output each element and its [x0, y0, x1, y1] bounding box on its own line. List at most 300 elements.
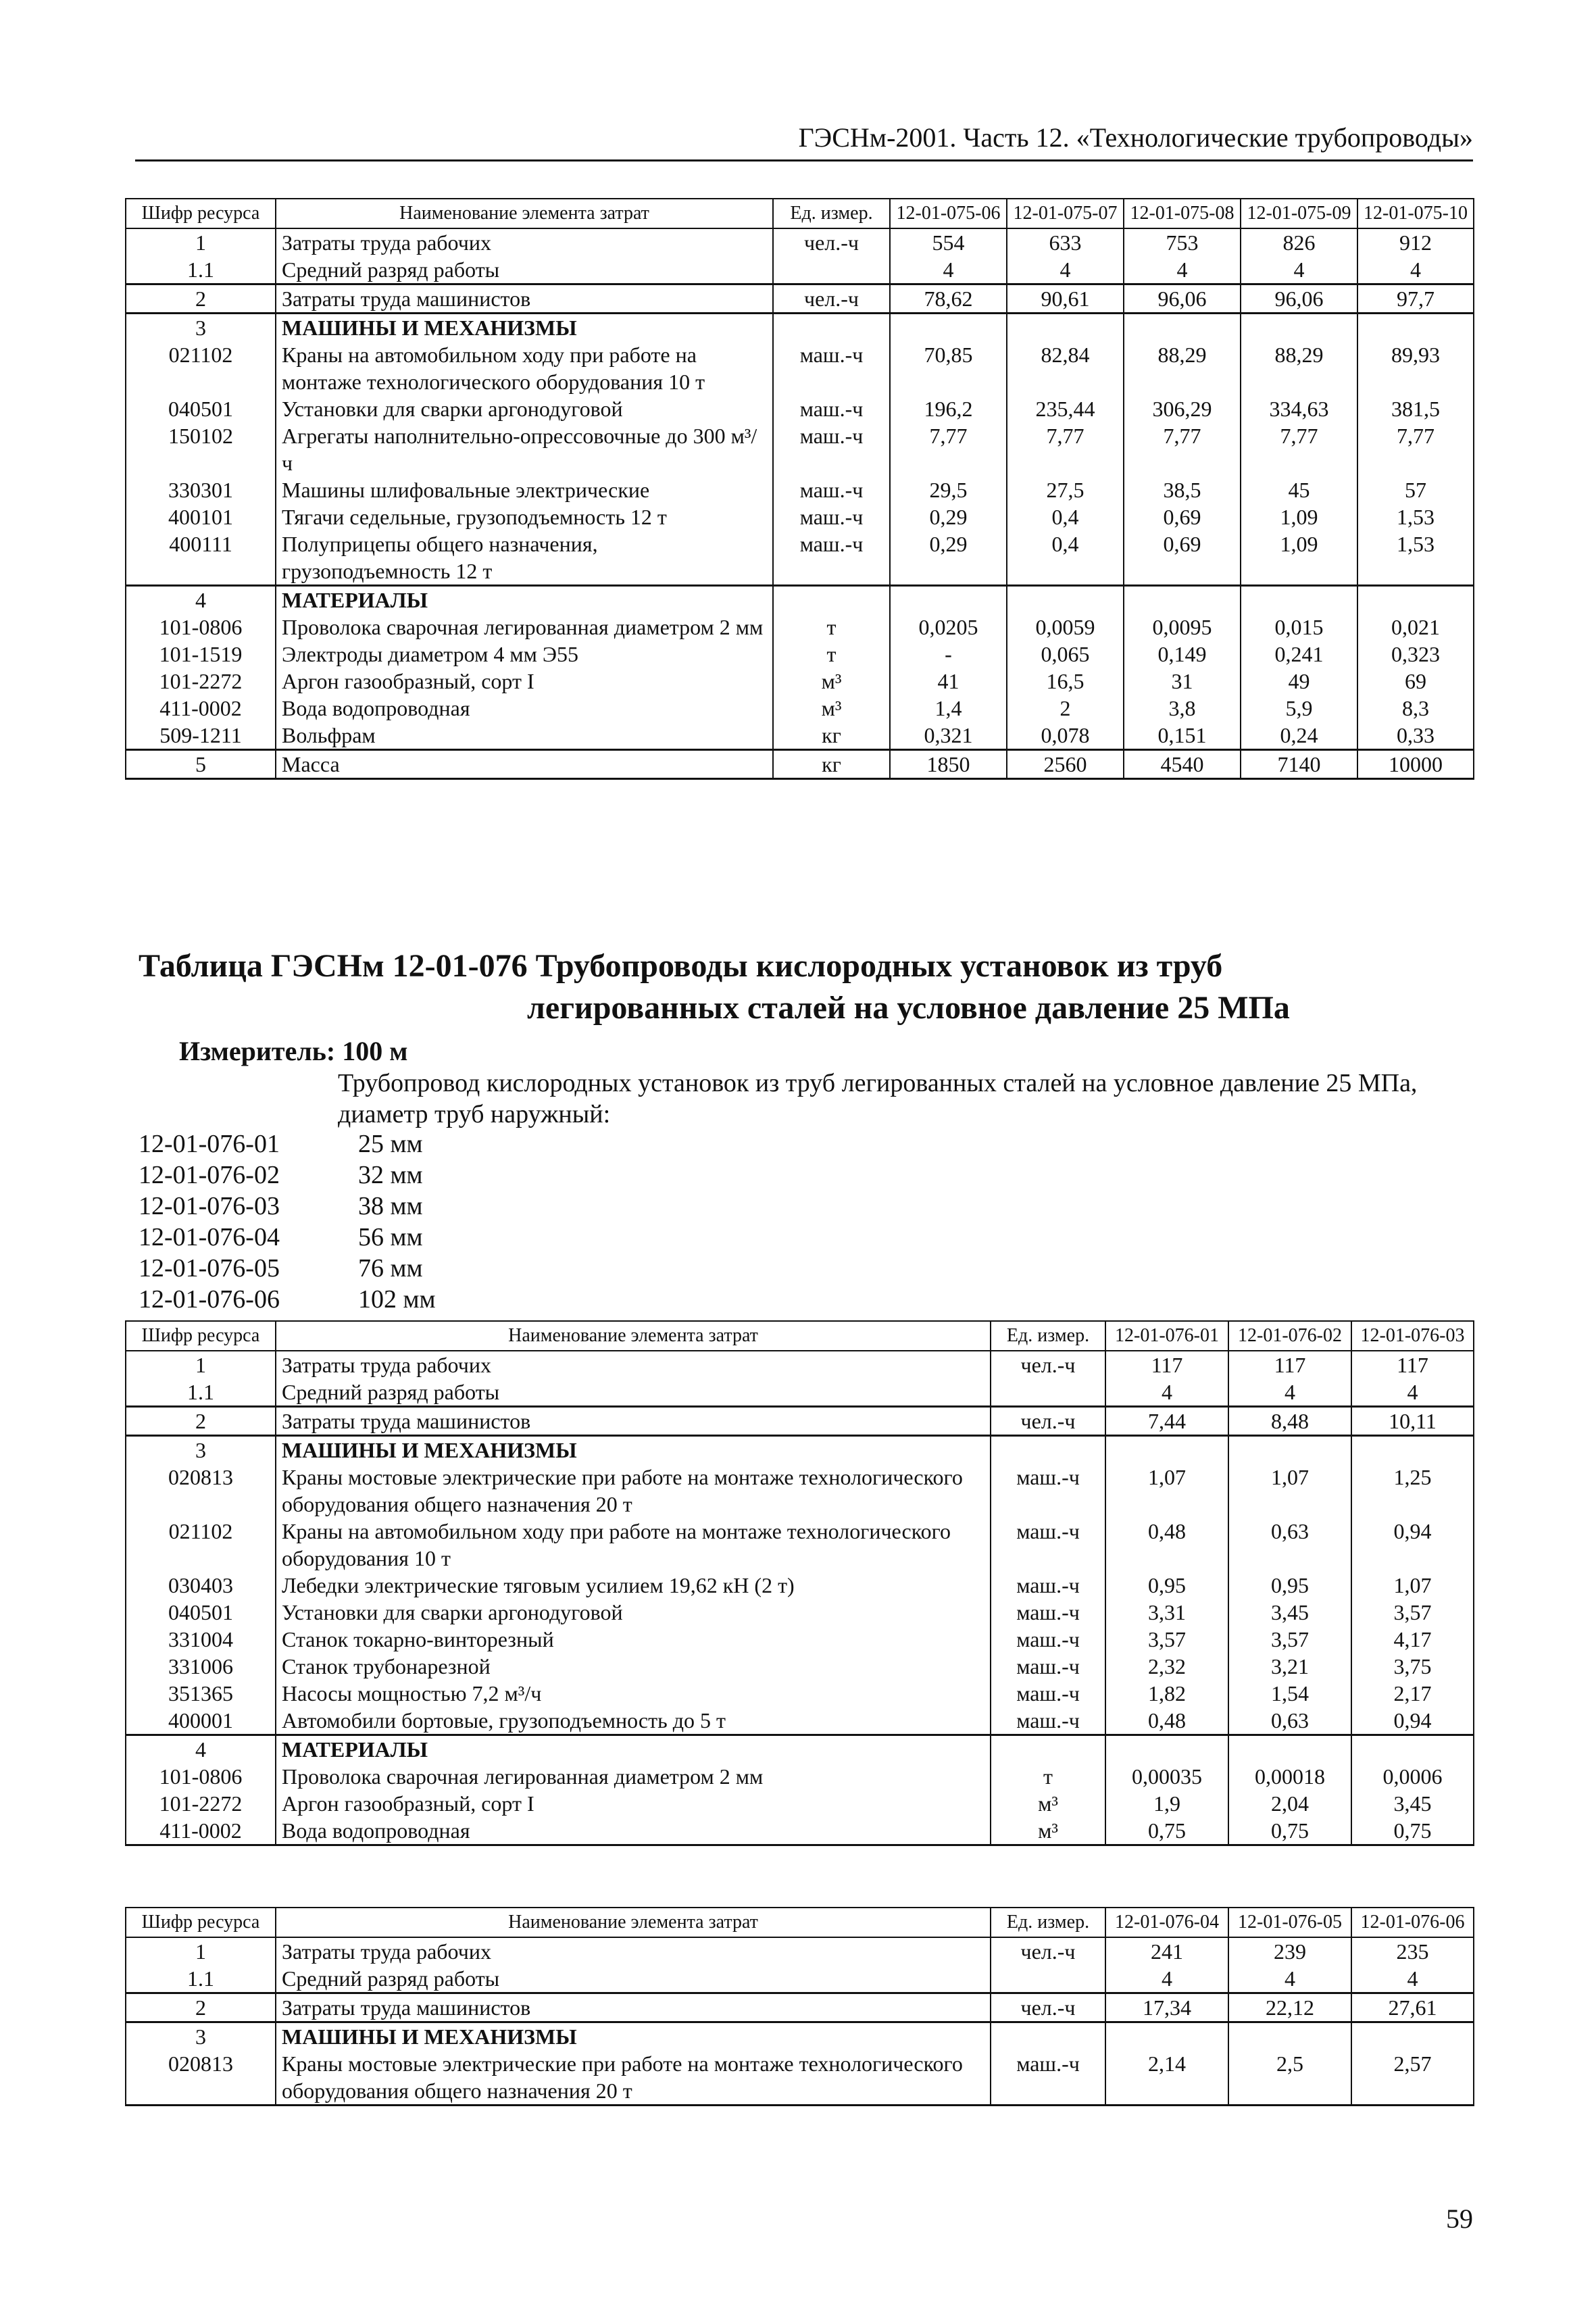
- value-cell: 1,09: [1241, 530, 1357, 586]
- table-title-line-2: легированных сталей на условное давление 25 МПа: [527, 990, 1290, 1026]
- pipe-diameter: 32 мм: [358, 1161, 423, 1189]
- cost-element-cell: Станок трубонарезной: [276, 1653, 991, 1680]
- value-cell: 0,323: [1357, 641, 1474, 668]
- unit-cell: чел.-ч: [991, 1937, 1105, 1965]
- unit-cell: кг: [773, 750, 890, 779]
- resource-code-cell: 5: [126, 750, 276, 779]
- table-row: [126, 641, 1474, 668]
- cost-table-076-01-03: [125, 1320, 1474, 1846]
- column-header-norm: 12-01-075-10: [1357, 199, 1474, 228]
- table-row: [126, 530, 1474, 586]
- cost-element-cell: Агрегаты наполнительно-опрессовочные до 300 м³/ч: [276, 422, 773, 476]
- cost-element-cell: Автомобили бортовые, грузоподъемность до 5 т: [276, 1707, 991, 1735]
- value-cell: 4: [1357, 256, 1474, 284]
- value-cell: 4540: [1124, 750, 1241, 779]
- code-list-item: [139, 1160, 436, 1191]
- value-cell: 381,5: [1357, 395, 1474, 422]
- value-cell: 4: [890, 256, 1007, 284]
- resource-code-cell: 509-1211: [126, 722, 276, 750]
- column-header-unit: Ед. измер.: [991, 1321, 1105, 1351]
- value-cell: 239: [1228, 1937, 1351, 1965]
- value-cell: 1850: [890, 750, 1007, 779]
- resource-code-cell: 101-2272: [126, 1790, 276, 1817]
- value-cell: 89,93: [1357, 341, 1474, 395]
- cost-table-076-04-06: [125, 1907, 1474, 2106]
- unit-cell: [991, 1735, 1105, 1764]
- table-row: [126, 1378, 1474, 1407]
- value-cell: 4: [1228, 1965, 1351, 1993]
- column-header-norm: 12-01-075-08: [1124, 199, 1241, 228]
- resource-code-cell: 020813: [126, 1464, 276, 1518]
- table-row: [126, 1735, 1474, 1764]
- cost-element-cell: Электроды диаметром 4 мм Э55: [276, 641, 773, 668]
- unit-cell: м³: [991, 1790, 1105, 1817]
- value-cell: 3,57: [1105, 1626, 1228, 1653]
- value-cell: 7,77: [890, 422, 1007, 476]
- cost-element-cell: Машины шлифовальные электрические: [276, 476, 773, 503]
- value-cell: 0,015: [1241, 614, 1357, 641]
- resource-code-cell: 1: [126, 1937, 276, 1965]
- table-row: [126, 2050, 1474, 2106]
- value-cell: 0,69: [1124, 503, 1241, 530]
- unit-cell: [773, 314, 890, 342]
- value-cell: 753: [1124, 228, 1241, 256]
- cost-element-cell: МАШИНЫ И МЕХАНИЗМЫ: [276, 2022, 991, 2051]
- code-list-item: [139, 1222, 436, 1253]
- value-cell: 1,09: [1241, 503, 1357, 530]
- unit-cell: т: [773, 614, 890, 641]
- cost-element-cell: МАШИНЫ И МЕХАНИЗМЫ: [276, 314, 773, 342]
- table-row: [126, 228, 1474, 256]
- value-cell: 0,75: [1105, 1817, 1228, 1845]
- unit-cell: маш.-ч: [773, 341, 890, 395]
- value-cell: 3,8: [1124, 695, 1241, 722]
- value-cell: [1228, 1436, 1351, 1464]
- value-cell: 2,14: [1105, 2050, 1228, 2106]
- value-cell: 2,04: [1228, 1790, 1351, 1817]
- value-cell: 2,5: [1228, 2050, 1351, 2106]
- code-list-item: [139, 1284, 436, 1315]
- value-cell: 554: [890, 228, 1007, 256]
- table-row: [126, 722, 1474, 750]
- value-cell: 38,5: [1124, 476, 1241, 503]
- cost-element-cell: Масса: [276, 750, 773, 779]
- pipe-diameter: 56 мм: [358, 1223, 423, 1251]
- table-row: [126, 1518, 1474, 1572]
- cost-element-cell: Затраты труда машинистов: [276, 1407, 991, 1436]
- value-cell: 0,33: [1357, 722, 1474, 750]
- table-row: [126, 284, 1474, 314]
- resource-code-cell: 040501: [126, 395, 276, 422]
- unit-cell: м³: [773, 668, 890, 695]
- value-cell: 78,62: [890, 284, 1007, 314]
- column-header-name: Наименование элемента затрат: [276, 1908, 991, 1937]
- value-cell: 82,84: [1007, 341, 1124, 395]
- value-cell: 0,00018: [1228, 1763, 1351, 1790]
- value-cell: 1,07: [1351, 1572, 1474, 1599]
- cost-element-cell: Краны на автомобильном ходу при работе на монтаже технологического оборудования 10 т: [276, 1518, 991, 1572]
- value-cell: 3,45: [1351, 1790, 1474, 1817]
- norm-code: 12-01-076-01: [139, 1130, 280, 1158]
- code-list-item: [139, 1191, 436, 1222]
- value-cell: [1105, 1436, 1228, 1464]
- unit-cell: маш.-ч: [991, 1626, 1105, 1653]
- value-cell: [1228, 1735, 1351, 1764]
- unit-cell: маш.-ч: [991, 1464, 1105, 1518]
- value-cell: 0,63: [1228, 1707, 1351, 1735]
- value-cell: 306,29: [1124, 395, 1241, 422]
- value-cell: 4: [1105, 1378, 1228, 1407]
- resource-code-cell: 4: [126, 586, 276, 614]
- value-cell: 4: [1124, 256, 1241, 284]
- value-cell: 1,82: [1105, 1680, 1228, 1707]
- table-row: [126, 1965, 1474, 1993]
- resource-code-cell: 021102: [126, 341, 276, 395]
- value-cell: 3,57: [1351, 1599, 1474, 1626]
- cost-element-cell: Вода водопроводная: [276, 1817, 991, 1845]
- value-cell: 0,0059: [1007, 614, 1124, 641]
- unit-cell: чел.-ч: [991, 1993, 1105, 2022]
- resource-code-cell: 030403: [126, 1572, 276, 1599]
- resource-code-cell: 101-0806: [126, 1763, 276, 1790]
- unit-cell: [773, 586, 890, 614]
- value-cell: 7140: [1241, 750, 1357, 779]
- table-row: [126, 1464, 1474, 1518]
- value-cell: 0,149: [1124, 641, 1241, 668]
- resource-code-cell: 1: [126, 228, 276, 256]
- value-cell: 96,06: [1241, 284, 1357, 314]
- table-row: [126, 1993, 1474, 2022]
- value-cell: 0,021: [1357, 614, 1474, 641]
- value-cell: 0,94: [1351, 1707, 1474, 1735]
- table-row: [126, 1407, 1474, 1436]
- column-header-norm: 12-01-076-05: [1228, 1908, 1351, 1937]
- column-header-norm: 12-01-076-02: [1228, 1321, 1351, 1351]
- unit-cell: м³: [991, 1817, 1105, 1845]
- cost-element-cell: Аргон газообразный, сорт I: [276, 668, 773, 695]
- unit-cell: маш.-ч: [773, 476, 890, 503]
- value-cell: 4: [1351, 1965, 1474, 1993]
- value-cell: 196,2: [890, 395, 1007, 422]
- cost-element-cell: Краны на автомобильном ходу при работе на монтаже технологического оборудования 10 т: [276, 341, 773, 395]
- value-cell: 117: [1228, 1351, 1351, 1378]
- value-cell: 0,065: [1007, 641, 1124, 668]
- table-row: [126, 1680, 1474, 1707]
- unit-cell: [773, 256, 890, 284]
- value-cell: 88,29: [1124, 341, 1241, 395]
- column-header-unit: Ед. измер.: [991, 1908, 1105, 1937]
- norm-code: 12-01-076-02: [139, 1161, 280, 1189]
- unit-cell: кг: [773, 722, 890, 750]
- value-cell: 4: [1228, 1378, 1351, 1407]
- header-rule: [135, 159, 1473, 161]
- unit-cell: маш.-ч: [773, 530, 890, 586]
- resource-code-cell: 400101: [126, 503, 276, 530]
- value-cell: 57: [1357, 476, 1474, 503]
- unit-cell: [991, 1965, 1105, 1993]
- column-header-norm: 12-01-076-06: [1351, 1908, 1474, 1937]
- value-cell: [1351, 2022, 1474, 2051]
- table-row: [126, 503, 1474, 530]
- value-cell: 0,75: [1228, 1817, 1351, 1845]
- resource-code-cell: 411-0002: [126, 695, 276, 722]
- value-cell: 0,95: [1228, 1572, 1351, 1599]
- table-header-row: [126, 1908, 1474, 1937]
- value-cell: 0,69: [1124, 530, 1241, 586]
- cost-element-cell: МАТЕРИАЛЫ: [276, 586, 773, 614]
- value-cell: 22,12: [1228, 1993, 1351, 2022]
- table-row: [126, 395, 1474, 422]
- value-cell: 3,31: [1105, 1599, 1228, 1626]
- value-cell: 4: [1105, 1965, 1228, 1993]
- value-cell: [1007, 586, 1124, 614]
- resource-code-cell: 3: [126, 1436, 276, 1464]
- cost-element-cell: Вольфрам: [276, 722, 773, 750]
- page-number: 59: [1446, 2204, 1473, 2234]
- table-row: [126, 2022, 1474, 2051]
- cost-element-cell: Затраты труда машинистов: [276, 284, 773, 314]
- value-cell: 0,48: [1105, 1518, 1228, 1572]
- unit-cell: [991, 1378, 1105, 1407]
- value-cell: 0,29: [890, 503, 1007, 530]
- value-cell: 0,4: [1007, 530, 1124, 586]
- value-cell: 0,95: [1105, 1572, 1228, 1599]
- cost-element-cell: Проволока сварочная легированная диаметром 2 мм: [276, 1763, 991, 1790]
- table-row: [126, 750, 1474, 779]
- value-cell: 0,24: [1241, 722, 1357, 750]
- value-cell: 235: [1351, 1937, 1474, 1965]
- norm-code: 12-01-076-06: [139, 1285, 280, 1314]
- resource-code-cell: 101-2272: [126, 668, 276, 695]
- value-cell: 1,4: [890, 695, 1007, 722]
- column-header-code: Шифр ресурса: [126, 1908, 276, 1937]
- cost-element-cell: Средний разряд работы: [276, 1965, 991, 1993]
- cost-element-cell: Лебедки электрические тяговым усилием 19,62 кН (2 т): [276, 1572, 991, 1599]
- value-cell: 69: [1357, 668, 1474, 695]
- value-cell: 70,85: [890, 341, 1007, 395]
- unit-cell: чел.-ч: [991, 1407, 1105, 1436]
- value-cell: 334,63: [1241, 395, 1357, 422]
- resource-code-cell: 040501: [126, 1599, 276, 1626]
- resource-code-cell: 101-1519: [126, 641, 276, 668]
- value-cell: 235,44: [1007, 395, 1124, 422]
- value-cell: 10,11: [1351, 1407, 1474, 1436]
- table-header-row: [126, 199, 1474, 228]
- running-header: ГЭСНм-2001. Часть 12. «Технологические трубопроводы»: [798, 122, 1473, 153]
- value-cell: 1,54: [1228, 1680, 1351, 1707]
- cost-element-cell: Тягачи седельные, грузоподъемность 12 т: [276, 503, 773, 530]
- pipe-diameter: 25 мм: [358, 1130, 423, 1158]
- resource-code-cell: 331006: [126, 1653, 276, 1680]
- unit-cell: м³: [773, 695, 890, 722]
- unit-cell: маш.-ч: [991, 1680, 1105, 1707]
- unit-cell: т: [773, 641, 890, 668]
- unit-cell: маш.-ч: [991, 1653, 1105, 1680]
- table-row: [126, 1790, 1474, 1817]
- column-header-code: Шифр ресурса: [126, 1321, 276, 1351]
- resource-code-cell: 150102: [126, 422, 276, 476]
- code-list-item: [139, 1253, 436, 1284]
- cost-element-cell: Проволока сварочная легированная диаметром 2 мм: [276, 614, 773, 641]
- table-row: [126, 314, 1474, 342]
- value-cell: [1105, 2022, 1228, 2051]
- norm-code: 12-01-076-05: [139, 1254, 280, 1283]
- value-cell: 0,151: [1124, 722, 1241, 750]
- code-list-item: [139, 1128, 436, 1160]
- table-description: Трубопровод кислородных установок из труб легированных сталей на условное давление 25 МПа, диаметр труб наружный:: [338, 1069, 1418, 1128]
- value-cell: 8,3: [1357, 695, 1474, 722]
- value-cell: 2,17: [1351, 1680, 1474, 1707]
- unit-cell: [991, 2022, 1105, 2051]
- value-cell: 5,9: [1241, 695, 1357, 722]
- value-cell: 4,17: [1351, 1626, 1474, 1653]
- value-cell: 0,48: [1105, 1707, 1228, 1735]
- cost-element-cell: МАТЕРИАЛЫ: [276, 1735, 991, 1764]
- resource-code-cell: 1: [126, 1351, 276, 1378]
- cost-element-cell: МАШИНЫ И МЕХАНИЗМЫ: [276, 1436, 991, 1464]
- unit-cell: маш.-ч: [773, 422, 890, 476]
- value-cell: 0,0205: [890, 614, 1007, 641]
- value-cell: 27,61: [1351, 1993, 1474, 2022]
- norm-code: 12-01-076-04: [139, 1223, 280, 1251]
- table-header-row: [126, 1321, 1474, 1351]
- value-cell: [1357, 314, 1474, 342]
- value-cell: 4: [1241, 256, 1357, 284]
- value-cell: [890, 586, 1007, 614]
- value-cell: 1,53: [1357, 530, 1474, 586]
- resource-code-cell: 330301: [126, 476, 276, 503]
- value-cell: 45: [1241, 476, 1357, 503]
- resource-code-cell: 2: [126, 1993, 276, 2022]
- cost-element-cell: Аргон газообразный, сорт I: [276, 1790, 991, 1817]
- value-cell: 7,77: [1007, 422, 1124, 476]
- cost-table-075: [125, 198, 1474, 780]
- table-row: [126, 1572, 1474, 1599]
- unit-cell: маш.-ч: [773, 503, 890, 530]
- pipe-diameter: 76 мм: [358, 1254, 423, 1283]
- resource-code-cell: 021102: [126, 1518, 276, 1572]
- value-cell: -: [890, 641, 1007, 668]
- measure-label: Измеритель:: [179, 1036, 336, 1066]
- cost-element-cell: Краны мостовые электрические при работе на монтаже технологического оборудования общего назначения 20 т: [276, 1464, 991, 1518]
- cost-element-cell: Средний разряд работы: [276, 1378, 991, 1407]
- value-cell: 2,32: [1105, 1653, 1228, 1680]
- cost-element-cell: Затраты труда рабочих: [276, 1937, 991, 1965]
- table-row: [126, 1436, 1474, 1464]
- table-row: [126, 476, 1474, 503]
- unit-cell: маш.-ч: [991, 1599, 1105, 1626]
- table-row: [126, 1817, 1474, 1845]
- unit-cell: маш.-ч: [991, 2050, 1105, 2106]
- value-cell: 3,75: [1351, 1653, 1474, 1680]
- value-cell: 241: [1105, 1937, 1228, 1965]
- cost-element-cell: Средний разряд работы: [276, 256, 773, 284]
- value-cell: 7,77: [1357, 422, 1474, 476]
- value-cell: 0,4: [1007, 503, 1124, 530]
- table-row: [126, 1653, 1474, 1680]
- value-cell: 1,9: [1105, 1790, 1228, 1817]
- resource-code-cell: 4: [126, 1735, 276, 1764]
- cost-element-cell: Станок токарно-винторезный: [276, 1626, 991, 1653]
- value-cell: 0,0006: [1351, 1763, 1474, 1790]
- cost-element-cell: Насосы мощностью 7,2 м³/ч: [276, 1680, 991, 1707]
- resource-code-cell: 1.1: [126, 256, 276, 284]
- norm-code: 12-01-076-03: [139, 1192, 280, 1220]
- measure-value: 100 м: [342, 1036, 408, 1066]
- value-cell: 29,5: [890, 476, 1007, 503]
- column-header-norm: 12-01-076-03: [1351, 1321, 1474, 1351]
- value-cell: 88,29: [1241, 341, 1357, 395]
- value-cell: 117: [1105, 1351, 1228, 1378]
- table-row: [126, 1707, 1474, 1735]
- resource-code-cell: 351365: [126, 1680, 276, 1707]
- value-cell: 90,61: [1007, 284, 1124, 314]
- value-cell: 0,75: [1351, 1817, 1474, 1845]
- resource-code-cell: 3: [126, 314, 276, 342]
- resource-code-cell: 400111: [126, 530, 276, 586]
- value-cell: 2: [1007, 695, 1124, 722]
- resource-code-cell: 400001: [126, 1707, 276, 1735]
- table-row: [126, 1599, 1474, 1626]
- value-cell: [1357, 586, 1474, 614]
- unit-cell: маш.-ч: [773, 395, 890, 422]
- value-cell: 7,44: [1105, 1407, 1228, 1436]
- value-cell: 0,29: [890, 530, 1007, 586]
- value-cell: 4: [1351, 1378, 1474, 1407]
- value-cell: 3,45: [1228, 1599, 1351, 1626]
- table-row: [126, 668, 1474, 695]
- resource-code-cell: 411-0002: [126, 1817, 276, 1845]
- code-list: [139, 1128, 436, 1315]
- unit-cell: чел.-ч: [773, 228, 890, 256]
- unit-cell: маш.-ч: [991, 1707, 1105, 1735]
- cost-element-cell: Затраты труда рабочих: [276, 228, 773, 256]
- cost-element-cell: Затраты труда рабочих: [276, 1351, 991, 1378]
- value-cell: 7,77: [1241, 422, 1357, 476]
- value-cell: 10000: [1357, 750, 1474, 779]
- value-cell: [890, 314, 1007, 342]
- cost-element-cell: Установки для сварки аргонодуговой: [276, 1599, 991, 1626]
- column-header-code: Шифр ресурса: [126, 199, 276, 228]
- table-row: [126, 614, 1474, 641]
- resource-code-cell: 3: [126, 2022, 276, 2051]
- value-cell: [1241, 586, 1357, 614]
- value-cell: 912: [1357, 228, 1474, 256]
- value-cell: [1351, 1735, 1474, 1764]
- table-row: [126, 1626, 1474, 1653]
- value-cell: 3,57: [1228, 1626, 1351, 1653]
- value-cell: 31: [1124, 668, 1241, 695]
- table-row: [126, 1937, 1474, 1965]
- table-title-line-1: Таблица ГЭСНм 12-01-076 Трубопроводы кислородных установок из труб: [139, 948, 1223, 984]
- value-cell: [1351, 1436, 1474, 1464]
- value-cell: 96,06: [1124, 284, 1241, 314]
- resource-code-cell: 020813: [126, 2050, 276, 2106]
- resource-code-cell: 101-0806: [126, 614, 276, 641]
- value-cell: 2,57: [1351, 2050, 1474, 2106]
- column-header-unit: Ед. измер.: [773, 199, 890, 228]
- resource-code-cell: 1.1: [126, 1965, 276, 1993]
- resource-code-cell: 2: [126, 1407, 276, 1436]
- value-cell: 8,48: [1228, 1407, 1351, 1436]
- pipe-diameter: 38 мм: [358, 1192, 423, 1220]
- unit-cell: маш.-ч: [991, 1572, 1105, 1599]
- value-cell: 0,078: [1007, 722, 1124, 750]
- table-row: [126, 586, 1474, 614]
- column-header-norm: 12-01-076-01: [1105, 1321, 1228, 1351]
- resource-code-cell: 2: [126, 284, 276, 314]
- value-cell: 0,94: [1351, 1518, 1474, 1572]
